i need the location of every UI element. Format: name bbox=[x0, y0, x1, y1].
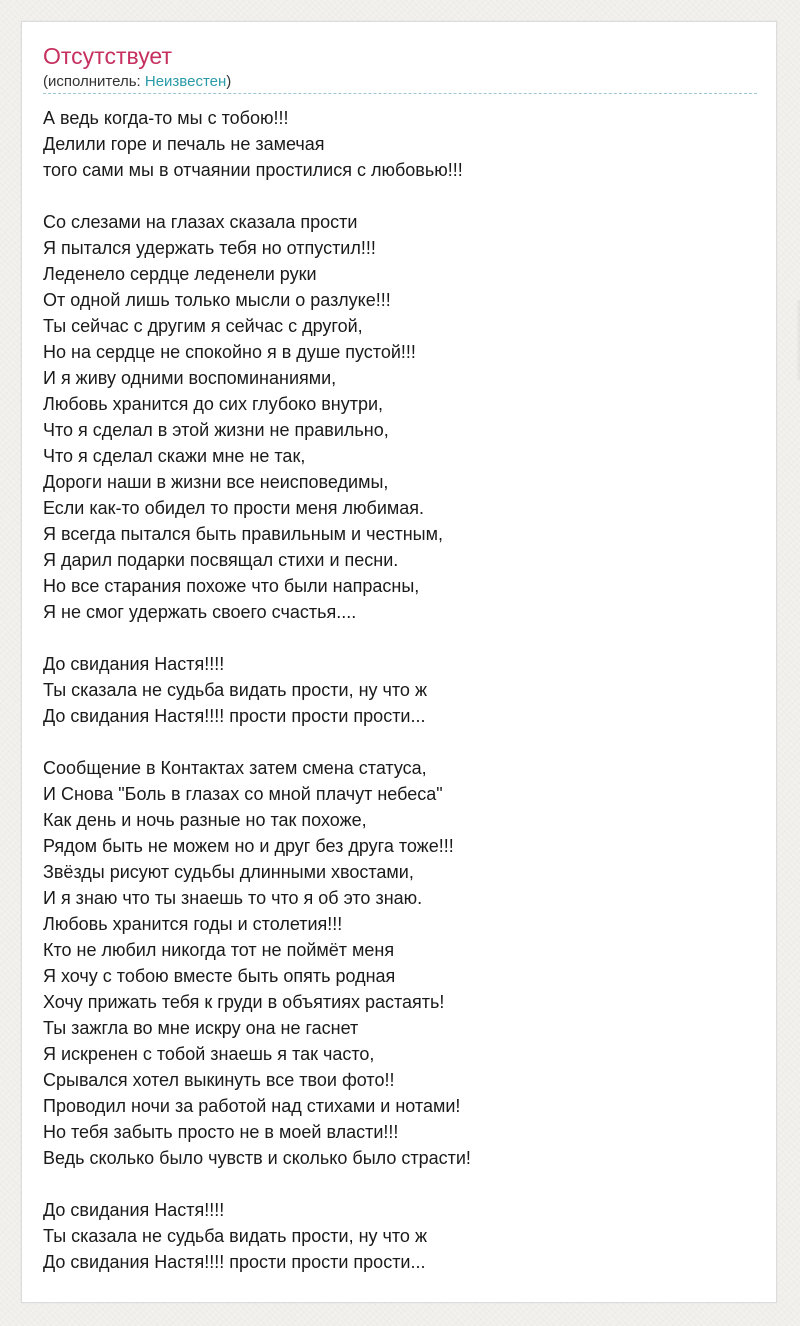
lyric-line: Со слезами на глазах сказала прости bbox=[43, 212, 358, 232]
lyric-line: От одной лишь только мысли о разлуке!!! bbox=[43, 290, 391, 310]
lyric-line: Проводил ночи за работой над стихами и нотами! bbox=[43, 1096, 461, 1116]
lyric-line: Я пытался удержать тебя но отпустил!!! bbox=[43, 238, 376, 258]
lyric-line: Звёзды рисуют судьбы длинными хвостами, bbox=[43, 862, 414, 882]
lyric-line: И я живу одними воспоминаниями, bbox=[43, 368, 337, 388]
lyric-line: Если как-то обидел то прости меня любимая. bbox=[43, 498, 425, 518]
lyric-line: Ведь сколько было чувств и сколько было страсти! bbox=[43, 1148, 471, 1168]
title-divider bbox=[43, 93, 757, 94]
lyric-line: Но все старания похоже что были напрасны, bbox=[43, 576, 420, 596]
lyric-line: Сообщение в Контактах затем смена статуса, bbox=[43, 758, 427, 778]
artist-link[interactable]: Неизвестен bbox=[144, 73, 227, 90]
lyric-line: Но тебя забыть просто не в моей власти!!! bbox=[43, 1122, 399, 1142]
lyric-line: Я всегда пытался быть правильным и честным, bbox=[43, 524, 443, 544]
lyric-line: Любовь хранится годы и столетия!!! bbox=[43, 914, 343, 934]
lyric-line: А ведь когда-то мы с тобою!!! bbox=[43, 108, 289, 128]
lyric-line: До свидания Настя!!!! прости прости прости... bbox=[43, 1252, 426, 1272]
stanza-break bbox=[43, 729, 758, 755]
lyric-line: Хочу прижать тебя к груди в объятиях растаять! bbox=[43, 992, 445, 1012]
lyric-line: Ты сказала не судьба видать прости, ну что ж bbox=[43, 1226, 427, 1246]
lyric-line: Я не смог удержать своего счастья.... bbox=[43, 602, 357, 622]
artist-line bbox=[43, 72, 231, 92]
artist-suffix: ) bbox=[226, 73, 232, 90]
song-title: Отсутствует bbox=[43, 43, 172, 69]
stanza-break bbox=[43, 1171, 758, 1197]
page-edge-shade bbox=[796, 300, 800, 380]
lyric-line: Ты зажгла во мне искру она не гаснет bbox=[43, 1018, 359, 1038]
lyric-line: До свидания Настя!!!! bbox=[43, 654, 225, 674]
lyric-line: того сами мы в отчаянии простилися с любовью!!! bbox=[43, 160, 463, 180]
lyric-line: До свидания Настя!!!! bbox=[43, 1200, 225, 1220]
lyric-line: Как день и ночь разные но так похоже, bbox=[43, 810, 367, 830]
lyric-line: Дороги наши в жизни все неисповедимы, bbox=[43, 472, 389, 492]
lyric-line: Делили горе и печаль не замечая bbox=[43, 134, 325, 154]
lyric-line: До свидания Настя!!!! прости прости прости... bbox=[43, 706, 426, 726]
lyric-line: И Снова "Боль в глазах со мной плачут небеса" bbox=[43, 784, 443, 804]
stanza-break bbox=[43, 183, 758, 209]
lyric-line: Что я сделал скажи мне не так, bbox=[43, 446, 306, 466]
lyric-line: Леденело сердце леденели руки bbox=[43, 264, 317, 284]
artist-prefix: (исполнитель: bbox=[43, 73, 145, 90]
stanza-break bbox=[43, 625, 758, 651]
lyric-line: Кто не любил никогда тот не поймёт меня bbox=[43, 940, 395, 960]
lyrics-card bbox=[21, 21, 777, 1303]
lyric-line: Но на сердце не спокойно я в душе пустой!!! bbox=[43, 342, 416, 362]
lyric-line: Я дарил подарки посвящал стихи и песни. bbox=[43, 550, 399, 570]
lyric-line: Рядом быть не можем но и друг без друга тоже!!! bbox=[43, 836, 454, 856]
lyrics-text bbox=[43, 105, 758, 1275]
lyric-line: Ты сказала не судьба видать прости, ну что ж bbox=[43, 680, 427, 700]
lyric-line: Я искренен с тобой знаешь я так часто, bbox=[43, 1044, 375, 1064]
lyric-line: Я хочу с тобою вместе быть опять родная bbox=[43, 966, 396, 986]
lyric-line: Срывался хотел выкинуть все твои фото!! bbox=[43, 1070, 395, 1090]
lyric-line: Что я сделал в этой жизни не правильно, bbox=[43, 420, 389, 440]
lyric-line: Ты сейчас с другим я сейчас с другой, bbox=[43, 316, 363, 336]
lyric-line: Любовь хранится до сих глубоко внутри, bbox=[43, 394, 384, 414]
lyric-line: И я знаю что ты знаешь то что я об это знаю. bbox=[43, 888, 423, 908]
